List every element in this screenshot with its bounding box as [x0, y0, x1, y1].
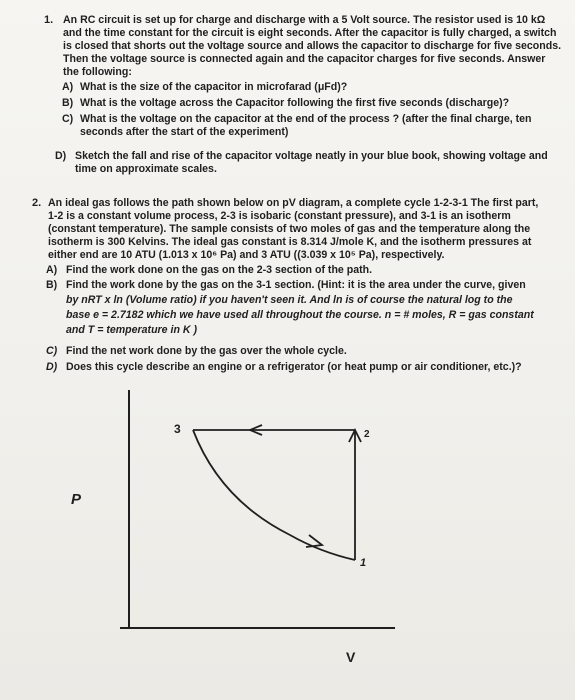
q2-number: 2.	[32, 197, 42, 209]
q2-part-d-label: D)	[46, 361, 58, 373]
q2-intro-line-2: 1-2 is a constant volume process, 2-3 is isobaric (constant pressure), and 3-1 is an isotherm	[48, 210, 511, 222]
q2-part-b-text-1: Find the work done by the gas on the 3-1 section. (Hint: it is the area under the curve, given	[66, 279, 526, 291]
q2-intro-line-3: (constant temperature). The sample consists of two moles of gas and the temperature along the	[48, 223, 531, 235]
q1-intro-line-4: Then the voltage source is connected again and the capacitor charges for five seconds. Answer	[63, 53, 546, 65]
q2-intro-line-4: isotherm is 300 Kelvins. The ideal gas constant is 8.314 J/mole K, and the isotherm pressures at	[48, 236, 532, 248]
q2-part-d-text: Does this cycle describe an engine or a refrigerator (or heat pump or air conditioner, etc.)?	[66, 361, 522, 373]
q2-part-b-label: B)	[46, 279, 58, 291]
p-axis-label: P	[71, 491, 82, 508]
q2-part-a-text: Find the work done on the gas on the 2-3 section of the path.	[66, 264, 373, 276]
point-1-label: 1	[360, 557, 367, 569]
q1-part-a-label: A)	[62, 81, 74, 93]
q1-part-a-text: What is the size of the capacitor in microfarad (μFd)?	[80, 81, 348, 93]
q1-part-d-text-2: time on approximate scales.	[75, 163, 217, 175]
q1-part-b-label: B)	[62, 97, 74, 109]
q1-intro-line-1: An RC circuit is set up for charge and discharge with a 5 Volt source. The resistor used is 10 kΩ	[63, 14, 546, 26]
q1-part-c-text-1: What is the voltage on the capacitor at the end of the process ? (after the final charge, ten	[80, 113, 532, 125]
q2-intro-line-1: An ideal gas follows the path shown below on pV diagram, a complete cycle 1-2-3-1 The first part,	[48, 197, 539, 209]
q1-intro-line-3: is closed that shorts out the voltage source and allows the capacitor to discharge for five seconds.	[63, 40, 562, 52]
point-2-label: 2	[364, 429, 370, 440]
q1-intro-line-2: and the time constant for the circuit is eight seconds. After the capacitor is fully charged, a switch	[63, 27, 557, 39]
q2-intro-line-5: either end are 10 ATU (1.013 x 10⁶ Pa) and 3 ATU ((3.039 x 10⁵ Pa), respectively.	[48, 249, 445, 261]
point-3-label: 3	[174, 422, 181, 436]
process-3-1-curve	[193, 430, 355, 560]
q1-intro-line-5: the following:	[63, 66, 132, 78]
q1-part-c-text-2: seconds after the start of the experiment)	[80, 126, 289, 138]
q1-part-d-label: D)	[55, 150, 67, 162]
q2-part-c-label: C)	[46, 345, 58, 357]
q2-part-a-label: A)	[46, 264, 58, 276]
q1-part-c-label: C)	[62, 113, 74, 125]
v-axis-label: V	[346, 649, 356, 665]
q1-part-b-text: What is the voltage across the Capacitor following the first five seconds (discharge)?	[80, 97, 510, 109]
q2-part-c-text: Find the net work done by the gas over the whole cycle.	[66, 345, 347, 357]
q1-part-d-text-1: Sketch the fall and rise of the capacitor voltage neatly in your blue book, showing voltage and	[75, 150, 548, 162]
q2-part-b-text-2: by nRT x ln (Volume ratio) if you haven't seen it. And ln is of course the natural log to the	[66, 294, 513, 306]
q2-part-b-text-3: base e = 2.7182 which we have used all throughout the course. n = # moles, R = gas constant	[66, 309, 534, 321]
q1-number: 1.	[44, 14, 54, 26]
q2-part-b-text-4: and T = temperature in K )	[66, 324, 197, 336]
